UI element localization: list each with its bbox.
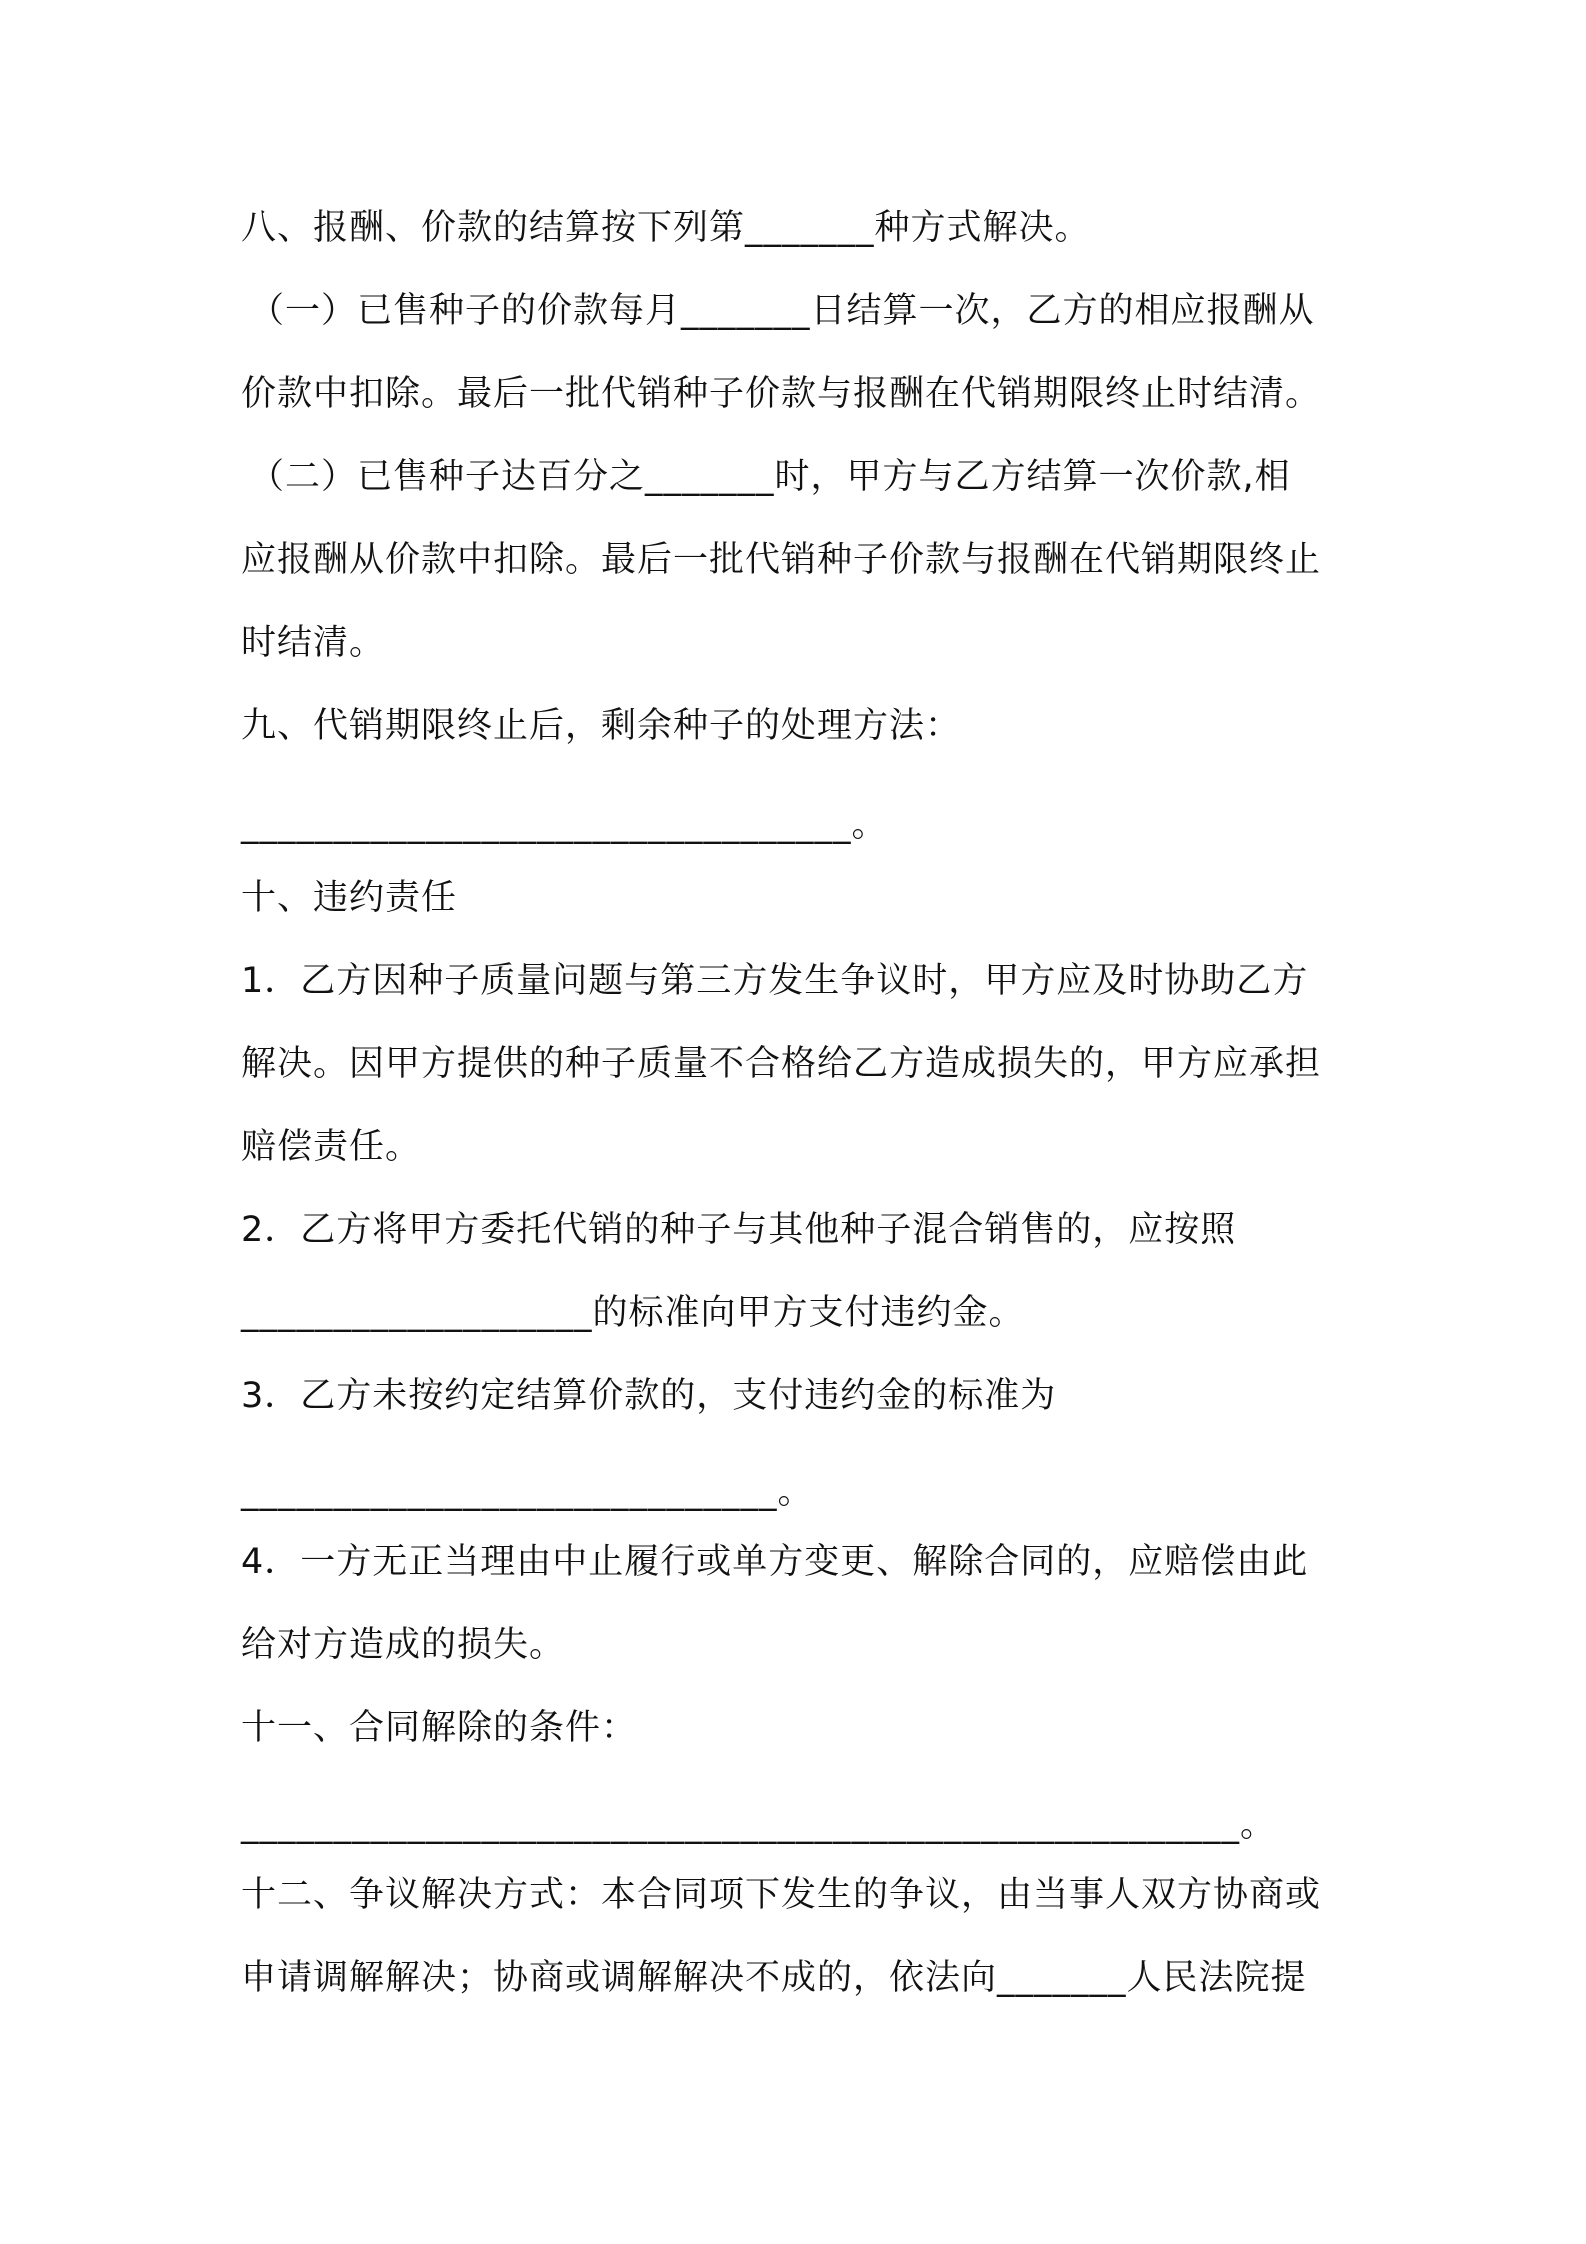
- clause-11-title: 十一、合同解除的条件：: [241, 1708, 638, 1748]
- clause-9-blank: _________________________________。: [241, 805, 888, 845]
- clause-10-item-3-blank: _____________________________。: [241, 1472, 814, 1512]
- clause-10-item-1-cont: 解决。因甲方提供的种子质量不合格给乙方造成损失的，甲方应承担: [241, 1044, 1322, 1084]
- clause-10-item-2-blank: ___________________的标准向甲方支付违约金。: [241, 1293, 1025, 1333]
- clause-8-option-1: （一）已售种子的价款每月_______日结算一次，乙方的相应报酬从: [249, 291, 1315, 331]
- clause-8-option-2-end: 时结清。: [241, 623, 386, 663]
- clause-10-item-3: 3．乙方未按约定结算价款的，支付违约金的标准为: [241, 1376, 1057, 1416]
- clause-8-option-1-cont: 价款中扣除。最后一批代销种子价款与报酬在代销期限终止时结清。: [241, 374, 1322, 414]
- clause-12-cont: 申请调解解决；协商或调解解决不成的，依法向_______人民法院提: [241, 1958, 1307, 1998]
- clause-12-title: 十二、争议解决方式：本合同项下发生的争议，由当事人双方协商或: [241, 1875, 1322, 1915]
- clause-10-item-2: 2．乙方将甲方委托代销的种子与其他种子混合销售的，应按照: [241, 1210, 1237, 1250]
- clause-10-item-4: 4．一方无正当理由中止履行或单方变更、解除合同的，应赔偿由此: [241, 1542, 1309, 1582]
- clause-8-title: 八、报酬、价款的结算按下列第_______种方式解决。: [241, 208, 1091, 248]
- clause-9-title: 九、代销期限终止后，剩余种子的处理方法：: [241, 706, 962, 746]
- clause-8-option-2: （二）已售种子达百分之_______时，甲方与乙方结算一次价款,相: [249, 457, 1291, 497]
- clause-10-item-1-end: 赔偿责任。: [241, 1127, 422, 1167]
- clause-10-title: 十、违约责任: [241, 878, 458, 918]
- clause-11-blank: ______________________________________________________。: [241, 1805, 1277, 1845]
- clause-10-item-1: 1．乙方因种子质量问题与第三方发生争议时，甲方应及时协助乙方: [241, 961, 1309, 1001]
- clause-10-item-4-cont: 给对方造成的损失。: [241, 1625, 566, 1665]
- clause-8-option-2-cont: 应报酬从价款中扣除。最后一批代销种子价款与报酬在代销期限终止: [241, 540, 1322, 580]
